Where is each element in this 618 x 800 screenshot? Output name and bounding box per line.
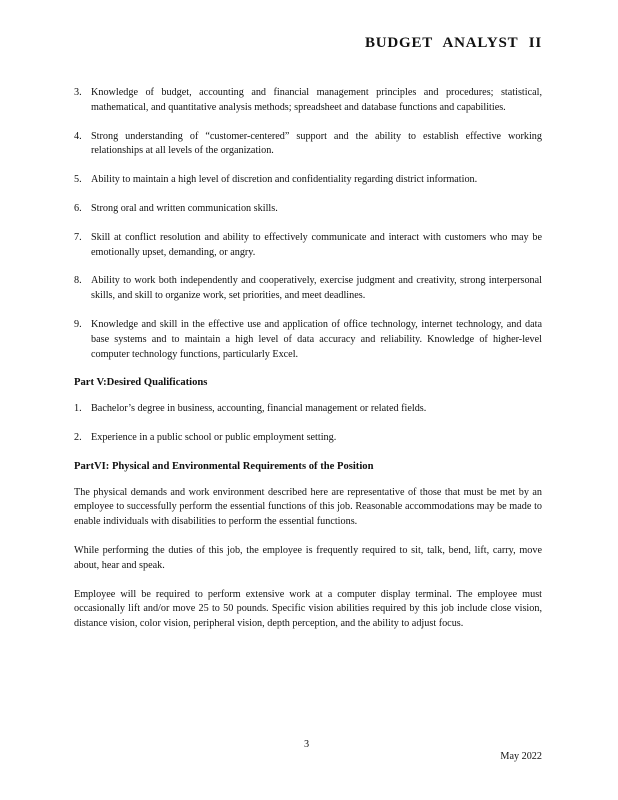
- list-item-text: Knowledge and skill in the effective use and application of office technology, internet technology, and data base systems and to maintain a high level of data accuracy and reliability. Knowledge of higher-level computer technology functions, particularly Excel.: [91, 318, 542, 360]
- list-item-number: 8.: [74, 275, 82, 287]
- list-item-number: 1.: [74, 403, 82, 415]
- list-item: [74, 402, 542, 417]
- list-item-text: Knowledge of budget, accounting and financial management principles and procedures; statistical, mathematical, and quantitative analysis methods; spreadsheet and database functions and capabilities.: [91, 87, 542, 113]
- list-item-number: 7.: [74, 231, 82, 243]
- list-item-text: Ability to maintain a high level of discretion and confidentiality regarding district information.: [91, 174, 478, 186]
- list-item-text: Skill at conflict resolution and ability to effectively communicate and interact with customers who may be emotionally upset, demanding, or angry.: [91, 231, 542, 258]
- list-item-number: 2.: [74, 431, 82, 443]
- list-item-number: 3.: [74, 87, 82, 98]
- list-item: [74, 86, 542, 116]
- paragraph: While performing the duties of this job, the employee is frequently required to sit, talk, bend, lift, carry, move about, hear and speak.: [74, 544, 542, 571]
- list-item: [74, 231, 542, 261]
- page-number: 3: [304, 739, 310, 750]
- list-item-text: Bachelor’s degree in business, accounting, financial management or related fields.: [91, 403, 427, 415]
- paragraph: Employee will be required to perform extensive work at a computer display terminal. The employee must occasionally lift and/or move 25 to 50 pounds. Specific vision abilities required by this job include close vision, distance vision, color vision, peripheral vision, depth perception, and the ability to adjust focus.: [74, 588, 542, 630]
- list-item-text: Experience in a public school or public employment setting.: [91, 431, 337, 443]
- list-item-text: Strong understanding of “customer-centered” support and the ability to establish effective working relationships at all levels of the organization.: [91, 130, 542, 157]
- footer-date: May 2022: [500, 751, 542, 762]
- list-item: [74, 318, 542, 362]
- page-title: BUDGET ANALYST II: [364, 35, 542, 51]
- list-item: [74, 431, 542, 446]
- list-item-number: 4.: [74, 130, 82, 142]
- desired-qualifications-list: [74, 402, 542, 446]
- list-item-text: Ability to work both independently and cooperatively, exercise judgment and creativity, strong interpersonal skills, and skill to organize work, set priorities, and meet deadlines.: [91, 275, 542, 302]
- list-item-text: Strong oral and written communication skills.: [91, 202, 278, 214]
- knowledge-skills-list: [74, 86, 542, 362]
- section-heading-physical-requirements: PartVI: Physical and Environmental Requirements of the Position: [74, 460, 374, 472]
- paragraph: The physical demands and work environment described here are representative of those that must be met by an employee to successfully perform the essential functions of this job. Reasonable accommodations may be made to enable individuals with disabilities to perform the essential functions.: [74, 486, 542, 528]
- list-item: [74, 130, 542, 160]
- list-item-number: 5.: [74, 174, 82, 186]
- list-item: [74, 274, 542, 304]
- list-item-number: 6.: [74, 202, 82, 214]
- list-item-number: 9.: [74, 318, 82, 330]
- list-item: [74, 202, 542, 217]
- document-body: [74, 86, 542, 646]
- section-heading-desired-qualifications: Part V:Desired Qualifications: [74, 377, 208, 389]
- list-item: [74, 173, 542, 188]
